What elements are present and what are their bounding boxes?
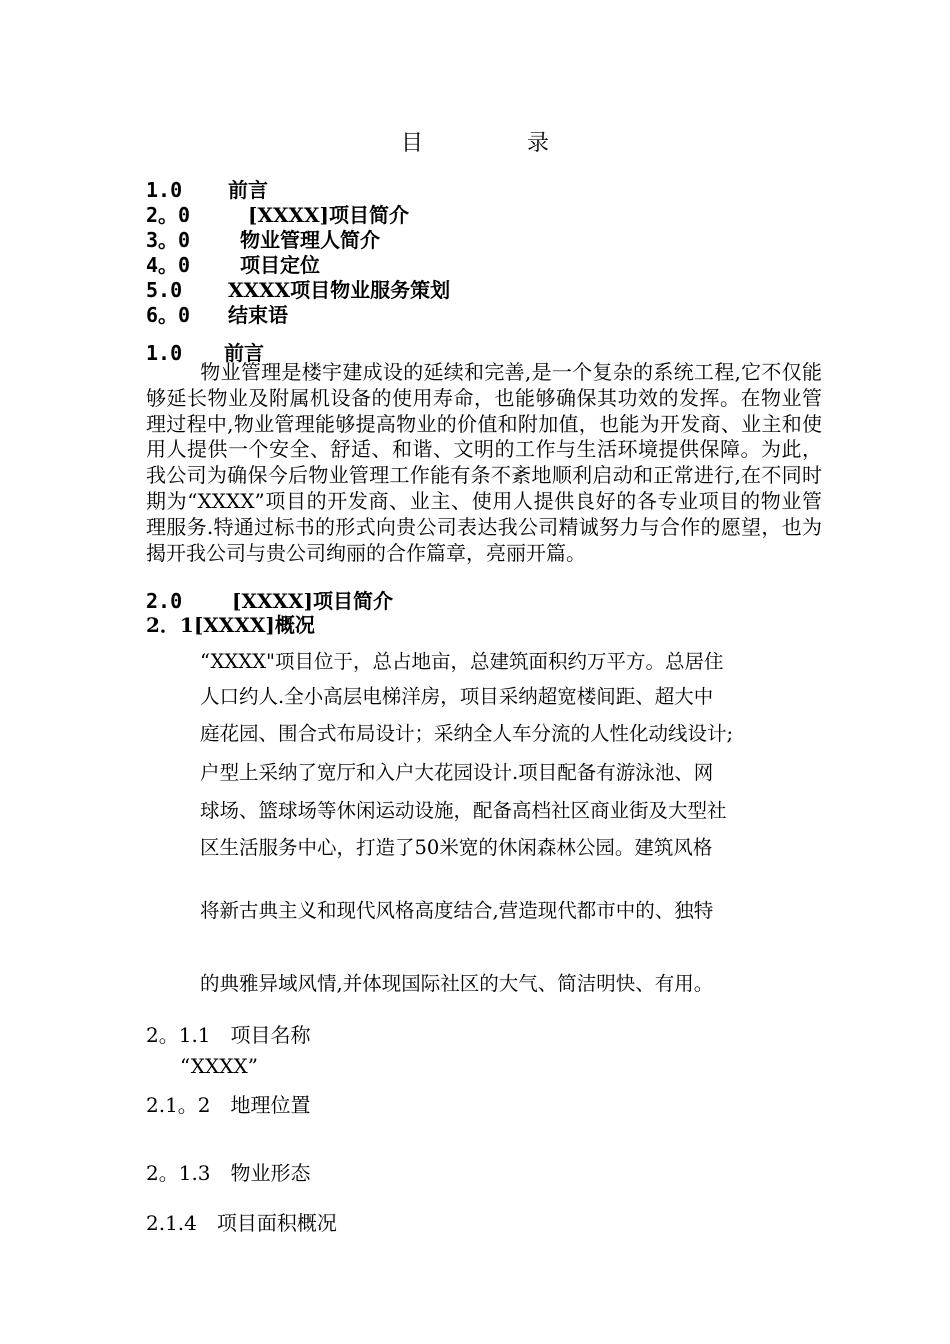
overview-line-7: 将新古典主义和现代风格高度结合,营造现代都市中的、独特 bbox=[200, 899, 714, 922]
toc-item-6[interactable] bbox=[146, 299, 288, 328]
toc-title bbox=[0, 126, 950, 157]
toc-item-number: 6。0 bbox=[146, 303, 191, 327]
overview-line-4: 户型上采纳了宽厅和入户大花园设计.项目配备有游泳池、网 bbox=[200, 761, 714, 784]
subsection-2-1-2-heading: 2.1。2 地理位置 bbox=[146, 1093, 311, 1117]
toc-title-char-1: 目 bbox=[400, 131, 423, 156]
overview-line-1: “XXXX"项目位于，总占地亩，总建筑面积约万平方。总居住 bbox=[200, 650, 724, 673]
toc-item-label: 前言 bbox=[228, 178, 268, 202]
overview-line-8: 的典雅异域风情,并体现国际社区的大气、简洁明快、有用。 bbox=[200, 972, 714, 995]
project-name-value: “XXXX” bbox=[180, 1054, 258, 1078]
toc-item-label: 项目定位 bbox=[240, 253, 320, 277]
overview-line-5: 球场、篮球场等休闲运动设施，配备高档社区商业街及大型社 bbox=[200, 799, 727, 822]
toc-item-label: [XXXX]项目简介 bbox=[248, 203, 409, 227]
overview-line-2: 人口约人.全小高层电梯洋房，项目采纳超宽楼间距、超大中 bbox=[200, 685, 714, 708]
section-number: 2.0 bbox=[146, 589, 183, 613]
toc-item-number: 5.0 bbox=[146, 278, 183, 302]
subsection-2-1-heading: 2．1[XXXX]概况 bbox=[146, 613, 315, 637]
section-title: [XXXX]项目简介 bbox=[232, 589, 393, 613]
overview-line-6: 区生活服务中心，打造了50米宽的休闲森林公园。建筑风格 bbox=[200, 836, 713, 859]
toc-item-number: 1.0 bbox=[146, 178, 183, 202]
toc-item-label: 物业管理人简介 bbox=[240, 228, 380, 252]
toc-item-number: 4。0 bbox=[146, 253, 191, 277]
toc-item-label: XXXX项目物业服务策划 bbox=[228, 278, 451, 302]
toc-item-number: 2。0 bbox=[146, 203, 191, 227]
subsection-2-1-3-heading: 2。1.3 物业形态 bbox=[146, 1161, 311, 1185]
section-number: 1.0 bbox=[146, 341, 183, 365]
toc-item-number: 3。0 bbox=[146, 228, 191, 252]
subsection-2-1-4-heading: 2.1.4 项目面积概况 bbox=[146, 1211, 337, 1235]
toc-title-char-2: 录 bbox=[527, 131, 550, 156]
overview-line-3: 庭花园、围合式布局设计；采纳全人车分流的人性化动线设计; bbox=[200, 722, 734, 745]
section-1-text: 物业管理是楼宇建成设的延续和完善,是一个复杂的系统工程,它不仅能够延长物业及附属机设备的使用寿命，也能够确保其功效的发挥。在物业管理过程中,物业管理能够提高物业的价值和附加值，也能为开发商、业主和使用人提供一个安全、舒适、和谐、文明的工作与生活环境提供保障。为此，我公司为确保今后物业管理工作能有条不紊地顺利启动和正常进行,在不同时期为“XXXX”项目的开发商、业主、使用人提供良好的各专业项目的物业管理服务.特通过标书的形式向贵公司表达我公司精诚努力与合作的愿望，也为揭开我公司与贵公司绚丽的合作篇章，亮丽开篇。 bbox=[146, 360, 822, 565]
section-1-paragraph bbox=[146, 360, 822, 566]
subsection-2-1-1-heading: 2。1.1 项目名称 bbox=[146, 1023, 311, 1047]
toc-item-label: 结束语 bbox=[228, 303, 288, 327]
section-title: 前言 bbox=[224, 341, 264, 365]
